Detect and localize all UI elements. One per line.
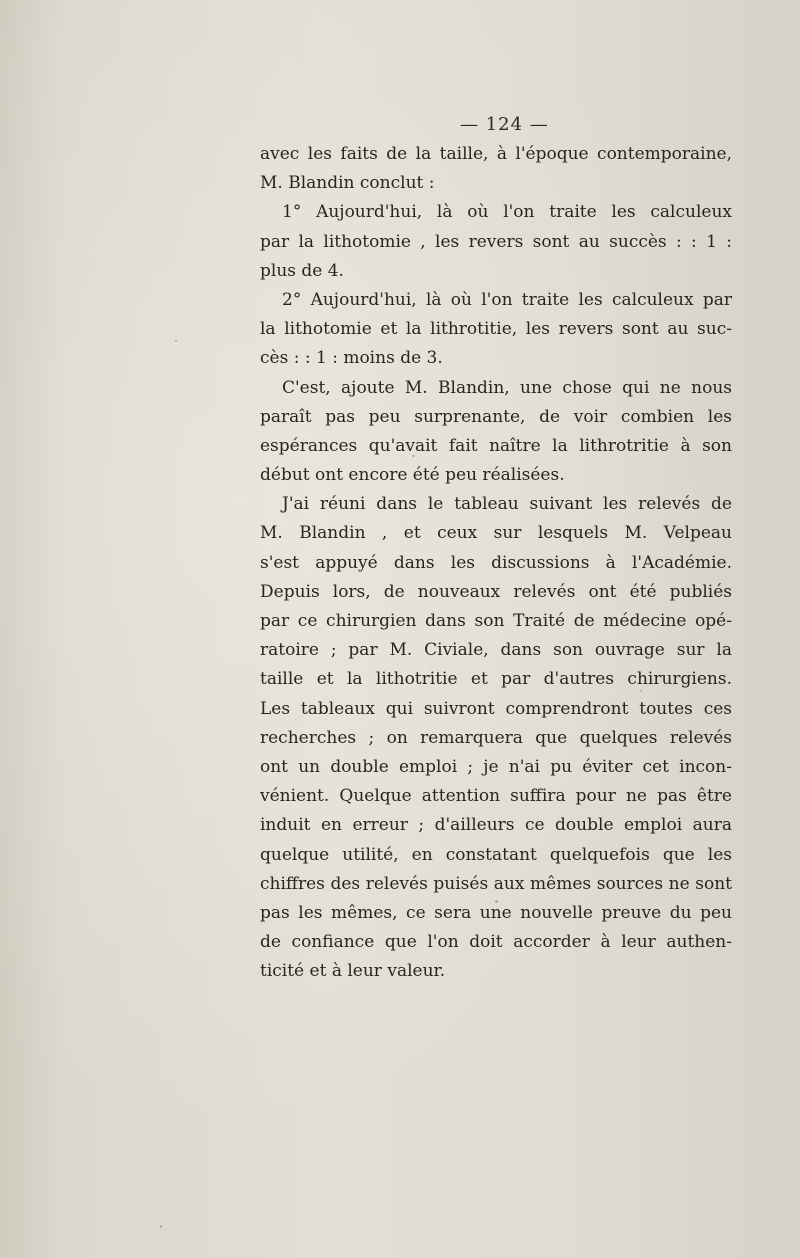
text-line: ticité et à leur valeur.: [260, 961, 446, 982]
text-line: Les tableaux qui suivront comprendront toutes ces: [260, 698, 732, 719]
text-line: M. Blandin conclut :: [260, 173, 435, 194]
text-line: s'est appuyé dans les discussions à l'Académie.: [260, 552, 732, 573]
paper-speck: [160, 1225, 162, 1228]
text-line: M. Blandin , et ceux sur lesquels M. Velpeau: [260, 523, 732, 544]
page-number: — 124 —: [460, 114, 549, 135]
text-line: taille et la lithotritie et par d'autres chirurgiens.: [260, 669, 732, 690]
text-line: chiffres des relevés puisés aux mêmes sources ne sont: [260, 873, 732, 894]
text-line: avec les faits de la taille, à l'époque contemporaine,: [260, 144, 732, 164]
text-line: 2° Aujourd'hui, là où l'on traite les calculeux par: [282, 289, 732, 310]
text-line: C'est, ajoute M. Blandin, une chose qui ne nous: [282, 377, 732, 398]
text-line: par ce chirurgien dans son Traité de médecine opé-: [260, 611, 732, 631]
body-text: [260, 140, 732, 986]
text-line: plus de 4.: [260, 260, 344, 281]
text-line: début ont encore été peu réalisées.: [260, 465, 565, 486]
text-line: 1° Aujourd'hui, là où l'on traite les calculeux: [282, 202, 732, 223]
text-line: recherches ; on remarquera que quelques relevés: [260, 727, 732, 748]
text-line: par la lithotomie , les revers sont au succès : : 1 :: [260, 231, 732, 252]
text-line: ont un double emploi ; je n'ai pu éviter cet incon-: [260, 756, 732, 777]
text-line: quelque utilité, en constatant quelquefois que les: [260, 844, 732, 865]
text-line: induit en erreur ; d'ailleurs ce double emploi aura: [260, 815, 732, 836]
text-line: J'ai réuni dans le tableau suivant les relevés de: [282, 494, 732, 515]
text-line: vénient. Quelque attention suffira pour ne pas être: [260, 786, 732, 807]
text-line: cès : : 1 : moins de 3.: [260, 348, 443, 369]
paper-speck: [175, 340, 177, 342]
text-line: ratoire ; par M. Civiale, dans son ouvrage sur la: [260, 640, 732, 661]
text-line: pas les mêmes, ce sera une nouvelle preuve du peu: [260, 902, 732, 923]
text-line: la lithotomie et la lithrotitie, les revers sont au suc-: [260, 319, 732, 340]
text-line: Depuis lors, de nouveaux relevés ont été publiés: [260, 581, 732, 602]
text-line: paraît pas peu surprenante, de voir combien les: [260, 406, 732, 427]
text-line: de confiance que l'on doit accorder à leur authen-: [260, 932, 732, 953]
text-line: espérances qu'avait fait naître la lithrotritie à son: [260, 435, 732, 456]
